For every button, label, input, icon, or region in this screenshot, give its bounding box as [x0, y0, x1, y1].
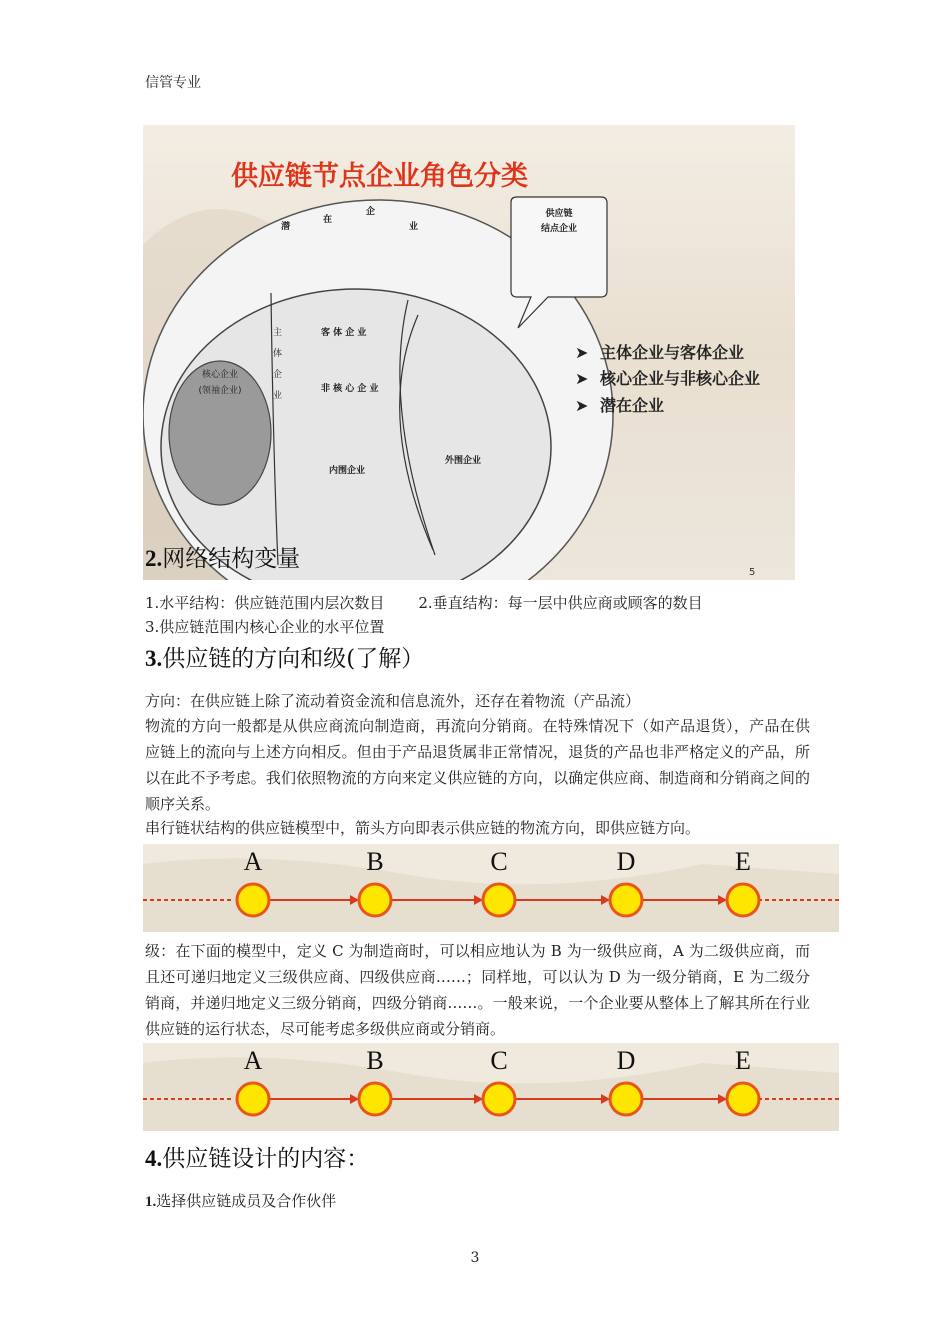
structure-line-1: 1.水平结构：供应链范围内层次数目 2.垂直结构：每一层中供应商或顾客的数目 [145, 594, 703, 612]
svg-text:主: 主 [273, 328, 283, 338]
chain-node-label-c: C [490, 1046, 508, 1075]
chain-node-label-b: B [366, 1046, 384, 1075]
chain-node-label-e: E [735, 1046, 751, 1075]
svg-text:➤: ➤ [575, 369, 589, 388]
svg-text:结点企业: 结点企业 [540, 224, 578, 234]
svg-text:体: 体 [273, 349, 283, 359]
chain-node-c [483, 1083, 515, 1115]
direction-p3: 串行链状结构的供应链模型中，箭头方向即表示供应链的物流方向，即供应链方向。 [145, 819, 701, 837]
svg-text:客 体 企 业: 客 体 企 业 [321, 328, 367, 338]
section-2-title: 2.网络结构变量 [145, 546, 301, 572]
svg-text:(领袖企业): (领袖企业) [198, 386, 242, 396]
chain-diagram-2 [143, 1043, 839, 1131]
section-3-title: 3.供应链的方向和级(了解） [145, 646, 425, 672]
direction-p1: 方向：在供应链上除了流动着资金流和信息流外，还存在着物流（产品流） [145, 692, 641, 710]
chain-node-label-e: E [735, 847, 751, 876]
svg-text:➤: ➤ [575, 343, 589, 362]
level-paragraph: 级：在下面的模型中，定义 C 为制造商时，可以相应地认为 B 为一级供应商，A 为二级供应商，而且还可递归地定义三级供应商、四级供应商……；同样地，可以认为 D 为一级分销商，E 为二级分销商，并递归地定义三级分销商，四级分销商……。一般来说，一个企业要从整体上了解其所在行业供应链的运行状态，尽可能考虑多级供应商或分销商。 [145, 942, 810, 1038]
chain-node-a [237, 884, 269, 916]
section-4-title: 4.供应链设计的内容： [145, 1146, 370, 1172]
bullet-potential: 潜在企业 [600, 396, 665, 415]
chain-node-label-b: B [366, 847, 384, 876]
node-classification-figure [143, 125, 795, 580]
chain-node-e [727, 1083, 759, 1115]
svg-text:供应链: 供应链 [545, 209, 573, 219]
direction-p2: 物流的方向一般都是从供应商流向制造商，再流向分销商。在特殊情况下（如产品退货），产品在供应链上的流向与上述方向相反。但由于产品退货属非正常情况，退货的产品也非严格定义的产品，所以在此不予考虑。我们依照物流的方向来定义供应链的方向，以确定供应商、制造商和分销商之间的顺序关系。 [145, 717, 810, 813]
chain-node-e [727, 884, 759, 916]
chain-node-label-c: C [490, 847, 508, 876]
chain-diagram-1 [143, 844, 839, 932]
svg-text:内围企业: 内围企业 [329, 466, 366, 476]
svg-text:企: 企 [366, 207, 376, 217]
svg-text:企: 企 [273, 370, 283, 380]
chain-node-label-d: D [616, 847, 636, 876]
chain-node-label-a: A [243, 847, 263, 876]
chain-node-d [610, 1083, 642, 1115]
chain-node-b [359, 1083, 391, 1115]
svg-text:外围企业: 外围企业 [445, 456, 482, 466]
figure-title: 供应链节点企业角色分类 [231, 161, 528, 192]
structure-line-2: 3.供应链范围内核心企业的水平位置 [145, 618, 385, 636]
bullet-core-noncore: 核心企业与非核心企业 [600, 369, 761, 388]
page-number: 3 [470, 1250, 480, 1266]
page-header: 信管专业 [145, 75, 201, 91]
svg-text:潜: 潜 [281, 222, 291, 232]
chain-node-b [359, 884, 391, 916]
design-item-1: 1.选择供应链成员及合作伙伴 [145, 1192, 337, 1210]
chain-node-c [483, 884, 515, 916]
svg-text:➤: ➤ [575, 396, 589, 415]
svg-text:核心企业: 核心企业 [201, 370, 239, 380]
chain-node-d [610, 884, 642, 916]
chain-node-label-d: D [616, 1046, 636, 1075]
svg-text:非 核 心 企 业: 非 核 心 企 业 [321, 384, 379, 394]
core-enterprise-ellipse [169, 361, 271, 505]
svg-text:业: 业 [409, 222, 419, 232]
slide-number: 5 [749, 567, 756, 578]
svg-text:业: 业 [273, 391, 283, 401]
bullet-subject-guest: 主体企业与客体企业 [600, 343, 745, 362]
chain-node-a [237, 1083, 269, 1115]
chain-node-label-a: A [243, 1046, 263, 1075]
svg-text:在: 在 [323, 215, 333, 225]
